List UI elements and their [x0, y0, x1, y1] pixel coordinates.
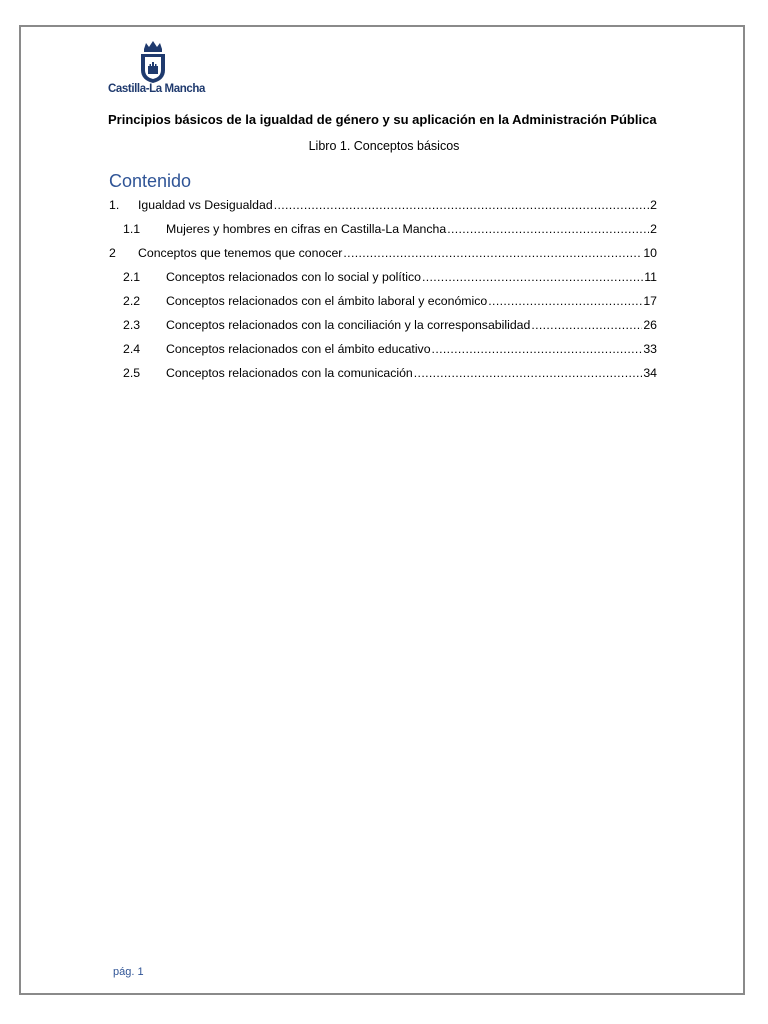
toc-entry[interactable] [109, 268, 657, 292]
toc-entry-number: 2.2 [123, 294, 141, 308]
page-number: pág. 1 [113, 966, 144, 978]
toc-entry-number: 1. [109, 198, 120, 212]
toc-entry[interactable] [109, 316, 657, 340]
toc-entry[interactable] [109, 196, 657, 220]
toc-entry-number: 2 [109, 246, 116, 260]
toc-entry-title: Conceptos relacionados con la comunicación [166, 366, 413, 380]
toc-entry[interactable] [109, 220, 657, 244]
table-of-contents [109, 196, 657, 388]
toc-entry-title: Mujeres y hombres en cifras en Castilla-La Mancha [166, 222, 447, 236]
castilla-la-mancha-logo [108, 40, 205, 100]
logo-text: Castilla-La Mancha [108, 83, 205, 95]
toc-heading: Contenido [109, 171, 192, 191]
toc-entry[interactable] [109, 340, 657, 364]
toc-leader-dots [488, 292, 642, 311]
toc-entry-page: 34 [643, 366, 657, 380]
toc-entry[interactable] [109, 244, 657, 268]
toc-entry-title: Igualdad vs Desigualdad [138, 198, 273, 212]
toc-entry-page: 2 [650, 222, 657, 236]
coat-of-arms-icon [136, 40, 170, 84]
toc-entry-page: 26 [643, 318, 657, 332]
toc-entry-page: 2 [650, 198, 657, 212]
toc-entry-number: 2.5 [123, 366, 141, 380]
toc-leader-dots [432, 340, 643, 359]
toc-leader-dots [531, 316, 642, 335]
toc-entry-number: 2.3 [123, 318, 141, 332]
toc-entry-page: 11 [644, 270, 657, 284]
toc-entry[interactable] [109, 364, 657, 388]
toc-entry-title: Conceptos relacionados con la conciliación y la corresponsabilidad [166, 318, 531, 332]
document-title: Principios básicos de la igualdad de género y su aplicación en la Administración Pública [108, 112, 657, 127]
toc-leader-dots [447, 220, 649, 239]
toc-entry-number: 2.1 [123, 270, 141, 284]
toc-entry-title: Conceptos relacionados con el ámbito laboral y económico [166, 294, 488, 308]
toc-entry-title: Conceptos relacionados con el ámbito educativo [166, 342, 431, 356]
toc-entry-page: 10 [643, 246, 657, 260]
toc-entry-title: Conceptos relacionados con lo social y político [166, 270, 421, 284]
toc-entry-title: Conceptos que tenemos que conocer [138, 246, 343, 260]
document-subtitle: Libro 1. Conceptos básicos [308, 139, 460, 153]
toc-leader-dots [422, 268, 643, 287]
toc-leader-dots [274, 196, 649, 215]
toc-leader-dots [343, 244, 642, 263]
toc-entry-page: 33 [643, 342, 657, 356]
toc-entry-page: 17 [643, 294, 657, 308]
toc-entry[interactable] [109, 292, 657, 316]
toc-leader-dots [414, 364, 643, 383]
toc-entry-number: 2.4 [123, 342, 141, 356]
toc-entry-number: 1.1 [123, 222, 141, 236]
